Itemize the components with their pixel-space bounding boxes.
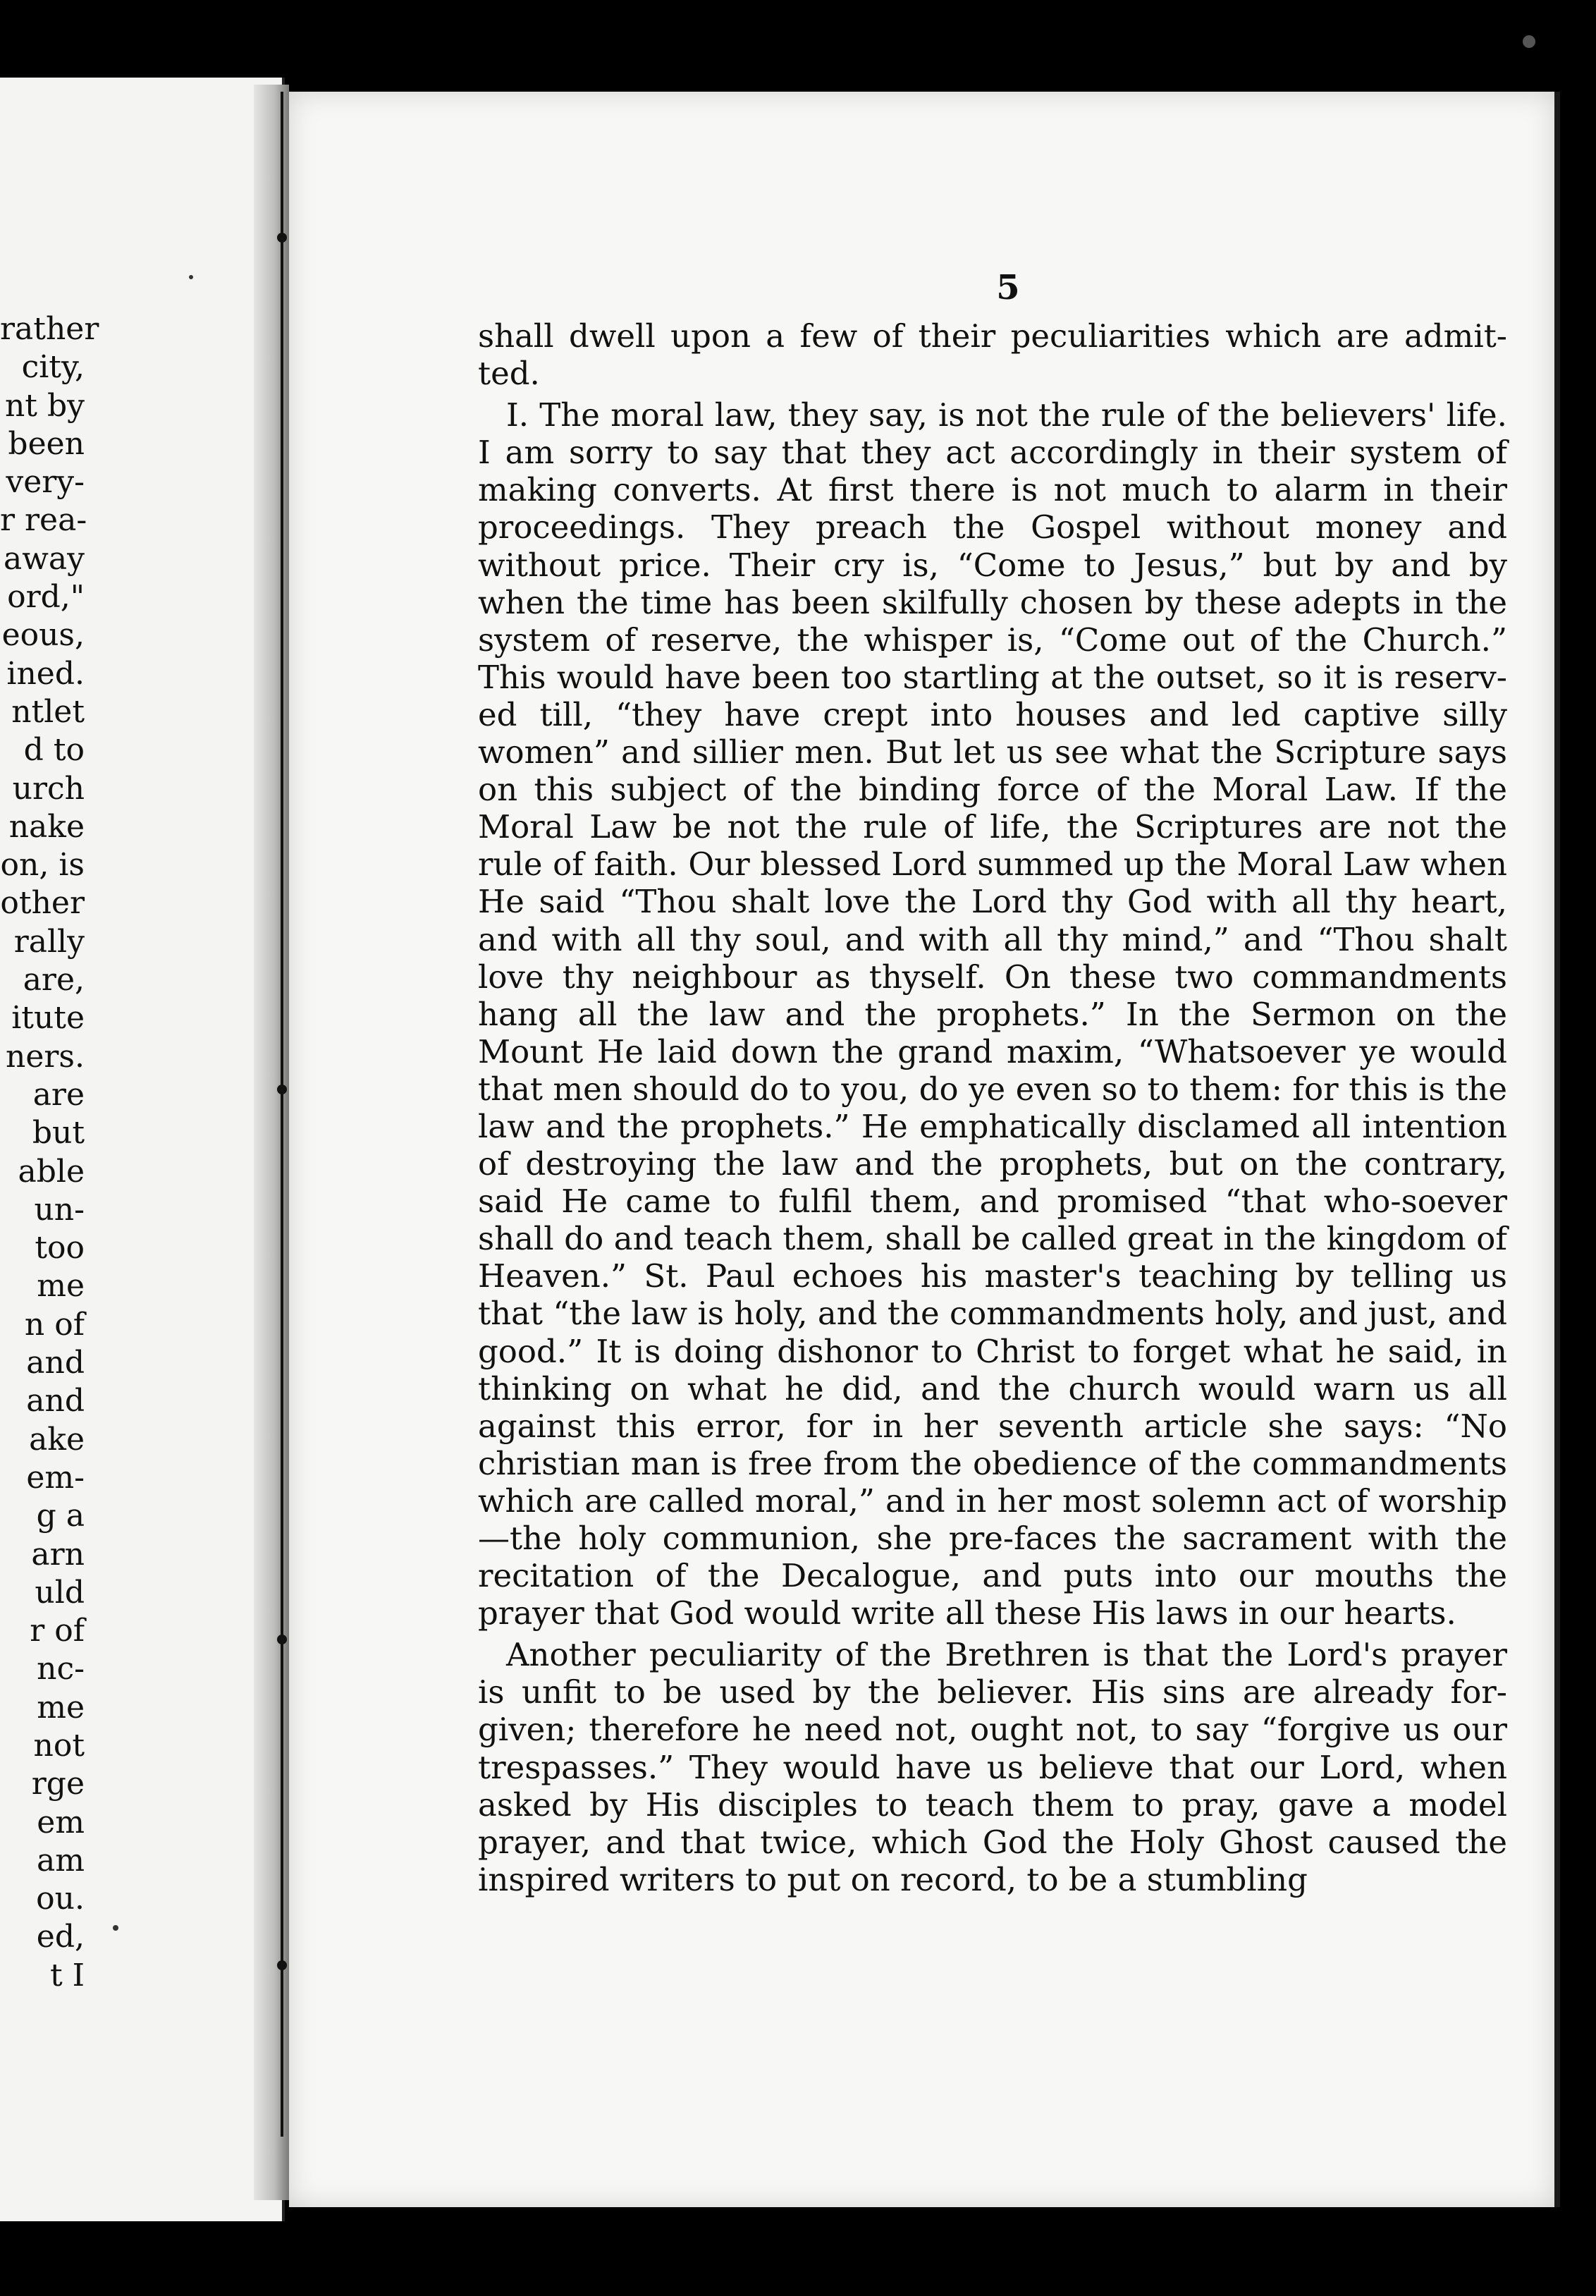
page-body (478, 317, 1507, 1898)
left-page-fragment: able (18, 1153, 85, 1190)
left-page-fragment: r of (30, 1613, 85, 1649)
left-page-fragment: t I (49, 1957, 85, 1993)
stitch-knot (277, 233, 287, 243)
left-page-fragment: ou. (36, 1881, 85, 1917)
binding-stitch (281, 92, 283, 2137)
left-page-fragment: un- (34, 1191, 85, 1228)
left-page-fragment: n of (24, 1306, 85, 1343)
paragraph: I. The moral law, they say, is not the rule of the believers' life. I am sorry to say that they act accordingly in their system of making converts. At first there is not much to alarm in their proceedings. They preach the Gospel without money and without price. Their cry is, “Come to Jesus,” but by and by when the time has been skilfully chosen by these adepts in the system of reserve, the whisper is, “Come out of the Church.” This would have been too startling at the outset, so it is reserv-ed till, “they have crept into houses and led captive silly women” and sillier men. But let us see what the Scripture says on this subject of the binding force of the Moral Law. If the Moral Law be not the rule of life, the Scriptures are not the rule of faith. Our blessed Lord summed up the Moral Law when He said “Thou shalt love the Lord thy God with all thy heart, and with all thy soul, and with all thy mind,” and “Thou shalt love thy neighbour as thyself. On these two commandments hang all the law and the prophets.” In the Sermon on the Mount He laid down the grand maxim, “Whatsoever ye would that men should do to you, do ye even so to them: for this is the law and the prophets.” He emphatically disclamed all intention of destroying the law and the prophets, but on the contrary, said He came to fulfil them, and promised “that who-soever shall do and teach them, shall be called great in the kingdom of Heaven.” St. Paul echoes his master's teaching by telling us that “the law is holy, and the commandments holy, and just, and good.” It is doing dishonor to Christ to forget what he said, in thinking on what he did, and the church would warn us all against this error, for in her seventh article she says: “No christian man is free from the obedience of the commandments which are called moral,” and in her most solemn act of worship—the holy communion, she pre-faces the sacrament with the recitation of the Decalogue, and puts into our mouths the prayer that God would write all these His laws in our hearts. (478, 396, 1507, 1632)
scan-speck (1523, 35, 1535, 48)
left-page-fragment: on, is (0, 847, 85, 884)
left-page-fragment: r rea- (0, 502, 87, 539)
left-page-fragment: me (37, 1689, 85, 1726)
left-page-fragment: em (37, 1804, 85, 1840)
left-page-fragment: eous, (1, 617, 85, 654)
left-page-fragment: ed, (36, 1919, 85, 1955)
left-page-fragment: ined. (6, 655, 85, 692)
left-page (0, 78, 285, 2221)
left-page-fragment: city, (21, 349, 85, 386)
left-page-fragment: nc- (37, 1651, 85, 1687)
left-page-fragment: d to (23, 732, 85, 769)
left-page-fragment: itute (11, 1000, 85, 1037)
left-page-fragment: nt by (4, 387, 85, 424)
left-page-fragment: other (0, 885, 85, 922)
left-page-fragment: me (37, 1268, 85, 1305)
left-page-fragment: and (26, 1345, 85, 1381)
left-page-fragment: arn (31, 1536, 85, 1573)
scan-speck (189, 275, 193, 279)
book-spine (254, 85, 289, 2200)
left-page-fragment: are (32, 1076, 85, 1113)
left-page-fragment: but (32, 1115, 85, 1152)
page-number: 5 (996, 268, 1020, 307)
left-page-text-fragments (0, 310, 99, 1995)
left-page-fragment: rally (13, 923, 85, 960)
left-page-fragment: am (37, 1842, 85, 1879)
left-page-fragment: nake (8, 808, 85, 845)
stitch-knot (277, 1085, 287, 1094)
left-page-fragment: rather (0, 311, 99, 347)
left-page-fragment: ord," (7, 579, 85, 616)
left-page-fragment: em- (26, 1459, 85, 1496)
left-page-fragment: been (8, 425, 85, 462)
left-page-fragment: and (26, 1383, 85, 1419)
left-page-fragment: away (4, 540, 85, 577)
left-page-fragment: g a (36, 1498, 85, 1534)
stitch-knot (277, 1635, 287, 1644)
left-page-fragment: rge (31, 1766, 85, 1802)
left-page-fragment: very- (6, 464, 85, 501)
left-page-fragment: ntlet (11, 693, 85, 730)
paragraph: Another peculiarity of the Brethren is that the Lord's prayer is unfit to be used by the believer. His sins are already for-given; therefore he need not, ought not, to say “forgive us our trespasses.” They would have us believe that our Lord, when asked by His disciples to teach them to pray, gave a model prayer, and that twice, which God the Holy Ghost caused the inspired writers to put on record, to be a stumbling (478, 1636, 1507, 1898)
left-page-fragment: are, (23, 962, 85, 999)
left-page-fragment: uld (35, 1574, 85, 1611)
left-page-fragment: ners. (6, 1038, 85, 1075)
scan-speck (113, 1925, 118, 1931)
stitch-knot (277, 1960, 287, 1970)
paragraph: shall dwell upon a few of their peculiarities which are admit-ted. (478, 317, 1507, 393)
left-page-fragment: ake (29, 1421, 85, 1458)
left-page-fragment: too (35, 1230, 85, 1266)
left-page-fragment: not (33, 1727, 85, 1764)
left-page-fragment: urch (12, 770, 85, 807)
